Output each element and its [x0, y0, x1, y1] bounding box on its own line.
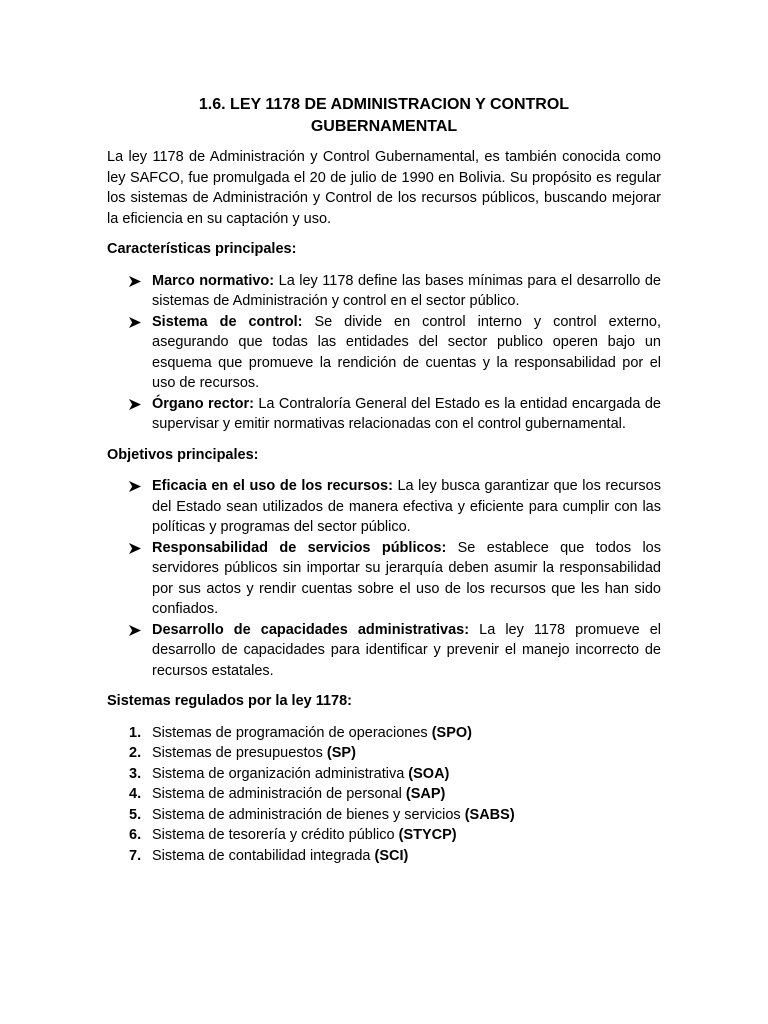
item-lead: Marco normativo:: [152, 272, 275, 289]
item-code: (SOA): [408, 765, 450, 782]
item-lead: Responsabilidad de servicios públicos:: [152, 539, 447, 556]
item-number: 7.: [129, 847, 142, 864]
item-text: Se divide en control interno y control externo, asegurando que todas las entidades del sector publico operen bajo un esquema que promueve la rendición de cuentas y la responsabilidad por el uso de recursos.: [152, 313, 662, 391]
title-line-1: 1.6. LEY 1178 DE ADMINISTRACION Y CONTROL: [198, 96, 570, 113]
objetivos-list: [107, 476, 661, 681]
item-text: La ley 1178 define las bases mínimas para el desarrollo de sistemas de Administración y control en el sector público.: [152, 272, 661, 309]
numbered-item: [129, 825, 661, 846]
page-title: [107, 94, 661, 138]
item-text: La ley busca garantizar que los recursos del Estado sean utilizados de manera efectiva y eficiente para cumplir con las políticas y programas del sector público.: [152, 478, 661, 535]
item-code: (SCI): [374, 847, 409, 864]
caracteristicas-list: [107, 271, 661, 435]
item-lead: Órgano rector:: [152, 395, 254, 412]
item-number: 2.: [129, 745, 142, 761]
list-item: [152, 394, 661, 435]
item-text: Sistemas de presupuestos: [152, 745, 323, 761]
item-code: (SPO): [431, 724, 472, 741]
document-body: [107, 94, 661, 866]
item-number: 5.: [129, 806, 142, 823]
arrowhead-icon: [129, 399, 141, 410]
item-lead: Eficacia en el uso de los recursos:: [152, 478, 393, 494]
item-text: La ley 1178 promueve el desarrollo de capacidades para identificar y prevenir el manejo incorrecto de recursos estatales.: [152, 621, 661, 679]
item-number: 3.: [129, 765, 142, 782]
numbered-item: [129, 805, 661, 826]
list-item: [152, 538, 661, 620]
section-heading-objetivos: Objetivos principales:: [107, 446, 259, 463]
section-heading-caracteristicas: Características principales:: [107, 241, 297, 257]
item-code: (SAP): [405, 786, 446, 802]
list-item: [152, 312, 661, 394]
item-number: 6.: [129, 827, 142, 843]
item-lead: Desarrollo de capacidades administrativas:: [152, 621, 470, 638]
section-heading-sistemas: Sistemas regulados por la ley 1178:: [107, 693, 353, 709]
intro-paragraph: La ley 1178 de Administración y Control Gubernamental, es también conocida como ley SAFCO, fue promulgada el 20 de julio de 1990 en Bolivia. Su propósito es regular los sistemas de Administración y Control de los recursos públicos, buscando mejorar la eficiencia en su captación y uso.: [107, 149, 661, 227]
list-item: [152, 271, 661, 312]
arrowhead-icon: [129, 276, 141, 287]
arrowhead-icon: [129, 625, 141, 636]
numbered-item: [129, 743, 661, 764]
numbered-item: [129, 764, 661, 785]
item-text: Sistema de contabilidad integrada: [152, 847, 371, 864]
item-number: 4.: [129, 786, 142, 802]
item-text: La Contraloría General del Estado es la entidad encargada de supervisar y emitir normativas relacionadas con el control gubernamental.: [152, 395, 661, 432]
item-number: 1.: [129, 724, 142, 741]
item-code: (SABS): [464, 806, 515, 823]
list-item: [152, 476, 661, 538]
numbered-item: [129, 784, 661, 805]
arrowhead-icon: [129, 543, 141, 554]
item-text: Sistema de organización administrativa: [152, 765, 405, 782]
item-code: (SP): [326, 745, 356, 761]
item-lead: Sistema de control:: [152, 313, 303, 330]
numbered-item: [129, 723, 661, 744]
item-text: Sistema de administración de bienes y servicios: [152, 806, 461, 823]
arrowhead-icon: [129, 317, 141, 328]
list-item: [152, 620, 661, 682]
item-text: Sistemas de programación de operaciones: [152, 724, 428, 741]
item-text: Se establece que todos los servidores públicos sin importar su jerarquía deben asumir la responsabilidad por sus actos y rendir cuentas sobre el uso de los recursos que les han sido confiados.: [152, 539, 661, 617]
item-code: (STYCP): [398, 827, 457, 843]
item-text: Sistema de tesorería y crédito público: [152, 827, 395, 843]
title-line-2: GUBERNAMENTAL: [310, 118, 458, 135]
item-text: Sistema de administración de personal: [152, 786, 402, 802]
arrowhead-icon: [129, 481, 141, 492]
sistemas-list: [107, 723, 661, 867]
numbered-item: [129, 846, 661, 867]
